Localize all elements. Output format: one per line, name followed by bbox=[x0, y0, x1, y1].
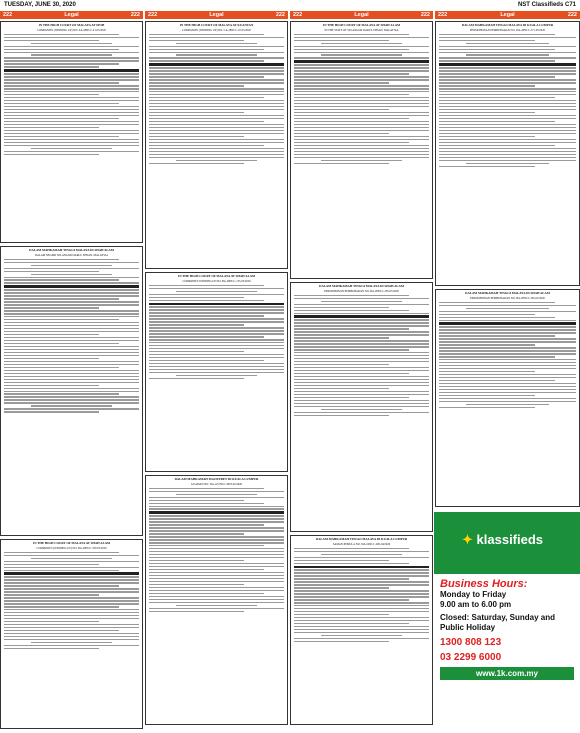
notice-subtitle: PERMOHONAN PEMBUBARAN NO. BA-28NCC-359-05/2020 bbox=[324, 289, 399, 293]
section-header-bar: 222 Legal 222 bbox=[290, 11, 433, 19]
notice-body bbox=[149, 285, 284, 380]
legal-notice bbox=[435, 289, 580, 507]
notice-title: DALAM MAHKAMAH TINGGI MALAYA DI SHAH ALAM bbox=[319, 284, 404, 288]
notice-title: DALAM MAHKAMAH TINGGI MALAYA DI SHAH ALAM bbox=[465, 291, 550, 295]
page-date: TUESDAY, JUNE 30, 2020 bbox=[4, 1, 76, 8]
notice-subtitle: GUAMAN NO. WA-A72NCC-3003-02/2020 bbox=[190, 482, 243, 486]
klassifieds-advertisement bbox=[434, 512, 580, 733]
page-header bbox=[0, 0, 580, 9]
notice-body bbox=[4, 552, 139, 650]
section-header-bar: 222 Legal 222 bbox=[0, 11, 143, 19]
notice-body bbox=[149, 34, 284, 165]
business-hours-time: 9.00 am to 6.00 pm bbox=[440, 600, 512, 609]
notice-body bbox=[4, 34, 139, 156]
legal-notice bbox=[290, 21, 433, 279]
klassifieds-logo: ✦ klassifieds bbox=[462, 532, 544, 547]
notice-body bbox=[294, 295, 429, 417]
notice-body bbox=[294, 34, 429, 165]
section-header-bar: 222 Legal 222 bbox=[145, 11, 288, 19]
notice-subtitle: DALAM NEGERI SELANGOR DARUL EHSAN, MALAYSIA bbox=[35, 253, 108, 257]
notice-body bbox=[439, 302, 576, 409]
business-hours-heading: Business Hours: bbox=[440, 578, 528, 590]
notice-title: IN THE HIGH COURT OF MALAYA AT KUANTAN bbox=[179, 23, 254, 27]
notice-subtitle: PERMOHONAN PEMBUBARAN NO. WA-28NCC-371-05/2020 bbox=[469, 28, 545, 32]
legal-notice bbox=[145, 475, 288, 725]
legal-notice bbox=[435, 21, 580, 286]
notice-title: IN THE HIGH COURT OF MALAYA AT SHAH ALAM bbox=[177, 274, 256, 278]
klassifieds-banner bbox=[434, 512, 580, 574]
legal-notice bbox=[145, 21, 288, 269]
notice-subtitle: SAMAN PEMULA NO. WA-24NCC-200-04/2020 bbox=[332, 542, 391, 546]
notice-subtitle: PERMOHONAN PEMBUBARAN NO. BA-28NCC-350-02/2020 bbox=[470, 296, 545, 300]
column-4 bbox=[435, 21, 580, 509]
column-2 bbox=[145, 21, 288, 733]
notice-subtitle: COMPANIES (WINDING UP) NO. BA-28NCC-350-05/2020 bbox=[36, 546, 107, 550]
notice-body bbox=[294, 548, 429, 643]
business-hours-days: Monday to Friday bbox=[440, 590, 507, 599]
section-header-bar: 222 Legal 222 bbox=[435, 11, 580, 19]
notice-subtitle: COMPANIES (WINDING UP) NO. AA-28NCC-41-05/2020 bbox=[37, 28, 106, 32]
legal-notice bbox=[290, 535, 433, 725]
notice-title: IN THE HIGH COURT OF MALAYA AT SHAH ALAM bbox=[322, 23, 401, 27]
notice-subtitle: COMPANIES WINDING UP NO. BA-28NCC-135-03/2020 bbox=[182, 279, 251, 283]
phone-number: 03 2299 6000 bbox=[440, 652, 502, 663]
phone-number: 1300 808 123 bbox=[440, 637, 502, 648]
page-folio: NST Classifieds C71 bbox=[517, 1, 576, 8]
notice-body bbox=[149, 488, 284, 613]
notice-title: DALAM MAHKAMAH TINGGI MALAYA DI SHAH ALAM bbox=[29, 248, 114, 252]
notice-title: IN THE HIGH COURT OF MALAYA AT SHAH ALAM bbox=[32, 541, 111, 545]
legal-notice bbox=[0, 246, 143, 536]
notice-title: DALAM MAHKAMAH MAJISTRET DI KUALA LUMPUR bbox=[174, 477, 259, 481]
notice-title: IN THE HIGH COURT OF MALAYA AT IPOH bbox=[38, 23, 105, 27]
closed-days: Closed: Saturday, Sunday and Public Holiday bbox=[440, 613, 555, 632]
notice-body bbox=[439, 34, 576, 168]
notice-subtitle: IN THE STATE OF SELANGOR DARUL EHSAN, MALAYSIA bbox=[324, 28, 399, 32]
legal-notice bbox=[0, 539, 143, 729]
notice-body bbox=[4, 259, 139, 413]
column-3 bbox=[290, 21, 433, 733]
notice-subtitle: COMPANIES (WINDING UP) NO. CA-28NCC-10-03/2020 bbox=[182, 28, 251, 32]
notice-title: DALAM MAHKAMAH TINGGI MALAYA DI KUALA LUMPUR bbox=[315, 537, 408, 541]
legal-notice bbox=[145, 272, 288, 472]
legal-notice bbox=[290, 282, 433, 532]
legal-notice bbox=[0, 21, 143, 243]
notice-title: DALAM MAHKAMAH TINGGI MALAYA DI KUALA LUMPUR bbox=[461, 23, 554, 27]
ad-body bbox=[434, 574, 580, 684]
website-link[interactable]: www.1k.com.my bbox=[440, 667, 574, 680]
column-1 bbox=[0, 21, 143, 733]
